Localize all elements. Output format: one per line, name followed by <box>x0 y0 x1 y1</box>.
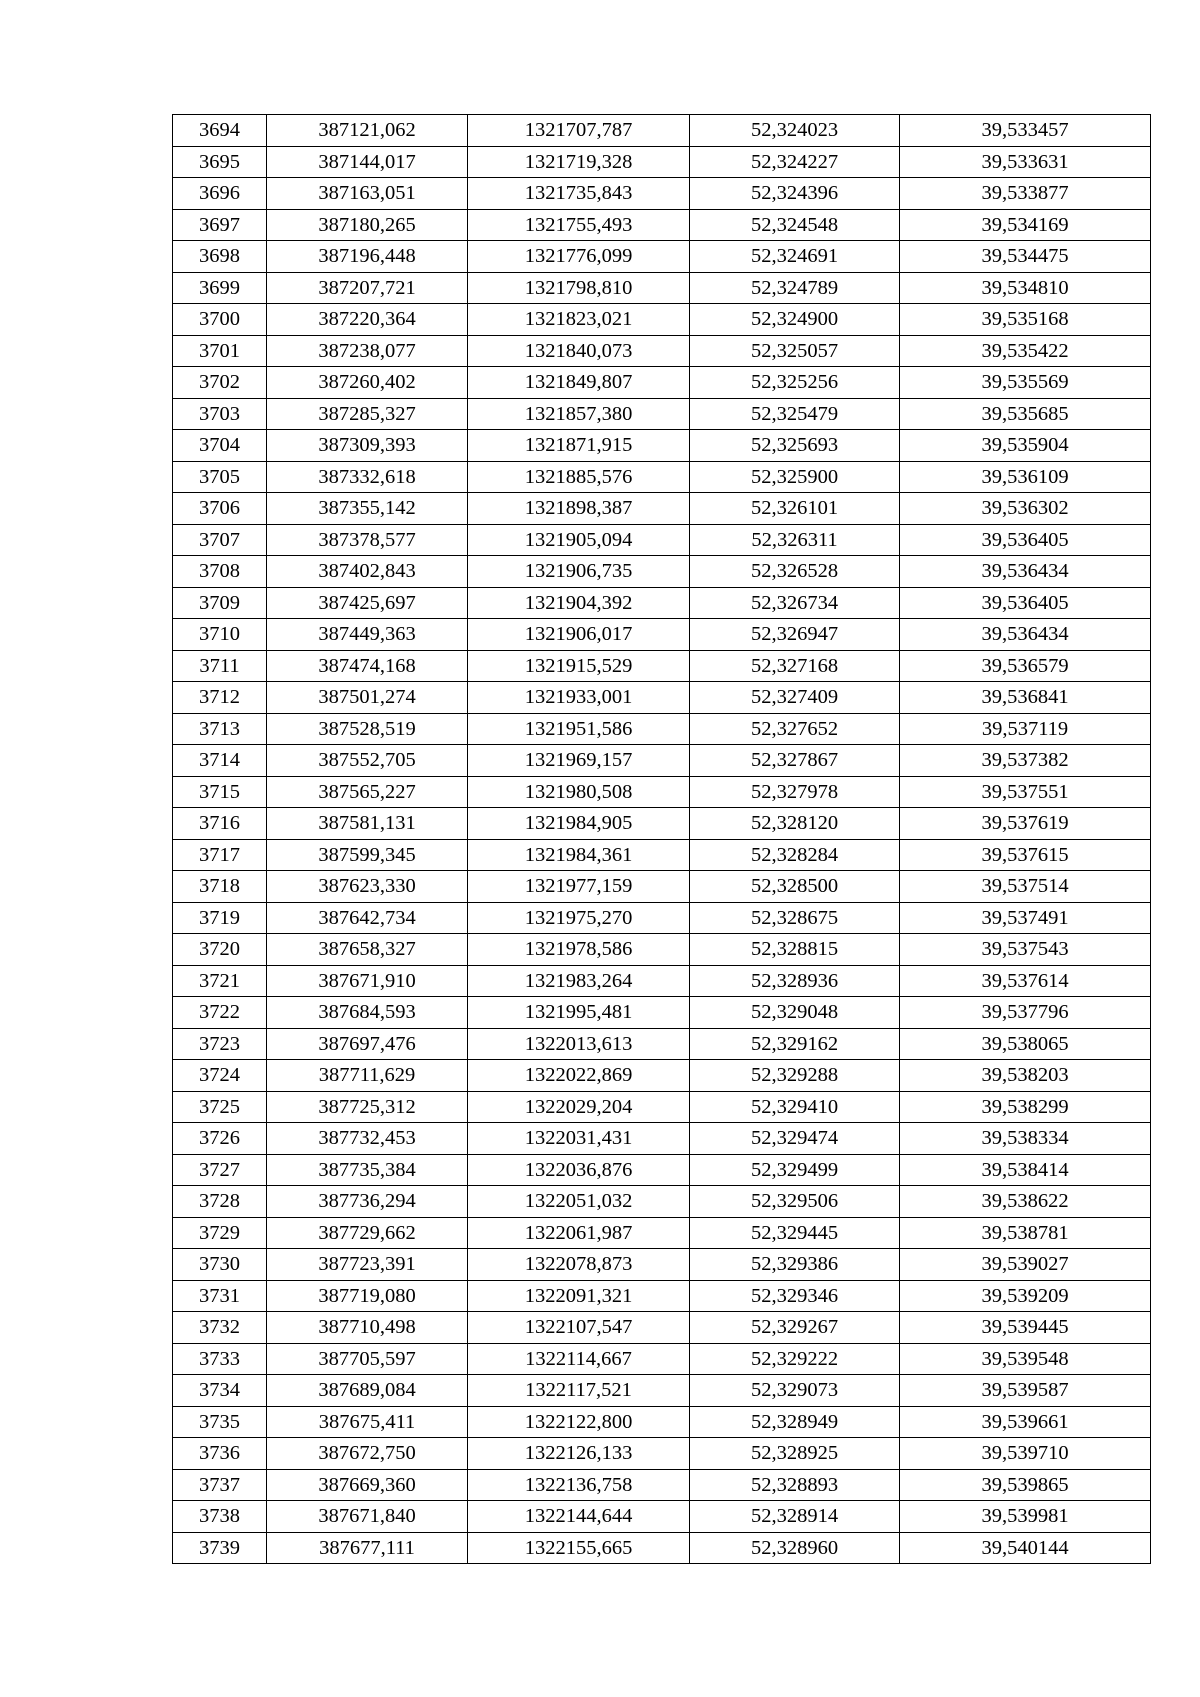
latitude-cell: 52,328675 <box>690 902 900 934</box>
table-row <box>173 493 1151 525</box>
point-number-cell: 3702 <box>173 367 267 399</box>
y-coordinate-cell: 1321906,735 <box>468 556 690 588</box>
latitude-cell: 52,329506 <box>690 1186 900 1218</box>
table-row <box>173 1501 1151 1533</box>
y-coordinate-cell: 1321951,586 <box>468 713 690 745</box>
point-number-cell: 3739 <box>173 1532 267 1564</box>
x-coordinate-cell: 387378,577 <box>267 524 468 556</box>
latitude-cell: 52,328949 <box>690 1406 900 1438</box>
latitude-cell: 52,325479 <box>690 398 900 430</box>
table-row <box>173 997 1151 1029</box>
y-coordinate-cell: 1322022,869 <box>468 1060 690 1092</box>
latitude-cell: 52,329474 <box>690 1123 900 1155</box>
x-coordinate-cell: 387196,448 <box>267 241 468 273</box>
latitude-cell: 52,324023 <box>690 115 900 147</box>
y-coordinate-cell: 1321871,915 <box>468 430 690 462</box>
y-coordinate-cell: 1321977,159 <box>468 871 690 903</box>
x-coordinate-cell: 387501,274 <box>267 682 468 714</box>
point-number-cell: 3699 <box>173 272 267 304</box>
latitude-cell: 52,326101 <box>690 493 900 525</box>
point-number-cell: 3725 <box>173 1091 267 1123</box>
table-row <box>173 902 1151 934</box>
y-coordinate-cell: 1322117,521 <box>468 1375 690 1407</box>
point-number-cell: 3726 <box>173 1123 267 1155</box>
point-number-cell: 3703 <box>173 398 267 430</box>
longitude-cell: 39,539865 <box>900 1469 1151 1501</box>
longitude-cell: 39,536405 <box>900 524 1151 556</box>
longitude-cell: 39,535904 <box>900 430 1151 462</box>
point-number-cell: 3736 <box>173 1438 267 1470</box>
latitude-cell: 52,328893 <box>690 1469 900 1501</box>
y-coordinate-cell: 1322107,547 <box>468 1312 690 1344</box>
longitude-cell: 39,536109 <box>900 461 1151 493</box>
latitude-cell: 52,326947 <box>690 619 900 651</box>
latitude-cell: 52,327978 <box>690 776 900 808</box>
y-coordinate-cell: 1321906,017 <box>468 619 690 651</box>
longitude-cell: 39,539445 <box>900 1312 1151 1344</box>
point-number-cell: 3738 <box>173 1501 267 1533</box>
table-row <box>173 430 1151 462</box>
point-number-cell: 3727 <box>173 1154 267 1186</box>
x-coordinate-cell: 387689,084 <box>267 1375 468 1407</box>
x-coordinate-cell: 387425,697 <box>267 587 468 619</box>
latitude-cell: 52,328815 <box>690 934 900 966</box>
latitude-cell: 52,329267 <box>690 1312 900 1344</box>
table-row <box>173 1091 1151 1123</box>
y-coordinate-cell: 1321980,508 <box>468 776 690 808</box>
y-coordinate-cell: 1322122,800 <box>468 1406 690 1438</box>
y-coordinate-cell: 1321857,380 <box>468 398 690 430</box>
x-coordinate-cell: 387732,453 <box>267 1123 468 1155</box>
longitude-cell: 39,537491 <box>900 902 1151 934</box>
point-number-cell: 3730 <box>173 1249 267 1281</box>
longitude-cell: 39,537543 <box>900 934 1151 966</box>
x-coordinate-cell: 387669,360 <box>267 1469 468 1501</box>
table-row <box>173 1312 1151 1344</box>
point-number-cell: 3721 <box>173 965 267 997</box>
latitude-cell: 52,329073 <box>690 1375 900 1407</box>
y-coordinate-cell: 1321735,843 <box>468 178 690 210</box>
latitude-cell: 52,329162 <box>690 1028 900 1060</box>
point-number-cell: 3711 <box>173 650 267 682</box>
y-coordinate-cell: 1321776,099 <box>468 241 690 273</box>
table-row <box>173 398 1151 430</box>
table-row <box>173 524 1151 556</box>
table-row <box>173 839 1151 871</box>
table-row <box>173 1249 1151 1281</box>
x-coordinate-cell: 387180,265 <box>267 209 468 241</box>
table-row <box>173 587 1151 619</box>
y-coordinate-cell: 1322126,133 <box>468 1438 690 1470</box>
latitude-cell: 52,329346 <box>690 1280 900 1312</box>
table-row <box>173 713 1151 745</box>
latitude-cell: 52,325693 <box>690 430 900 462</box>
y-coordinate-cell: 1322029,204 <box>468 1091 690 1123</box>
x-coordinate-cell: 387675,411 <box>267 1406 468 1438</box>
coordinates-table-body <box>173 115 1151 1564</box>
table-row <box>173 808 1151 840</box>
x-coordinate-cell: 387684,593 <box>267 997 468 1029</box>
latitude-cell: 52,329222 <box>690 1343 900 1375</box>
longitude-cell: 39,536434 <box>900 556 1151 588</box>
x-coordinate-cell: 387238,077 <box>267 335 468 367</box>
x-coordinate-cell: 387642,734 <box>267 902 468 934</box>
table-row <box>173 178 1151 210</box>
point-number-cell: 3724 <box>173 1060 267 1092</box>
table-row <box>173 209 1151 241</box>
point-number-cell: 3697 <box>173 209 267 241</box>
table-row <box>173 1469 1151 1501</box>
longitude-cell: 39,536302 <box>900 493 1151 525</box>
point-number-cell: 3722 <box>173 997 267 1029</box>
table-row <box>173 650 1151 682</box>
point-number-cell: 3696 <box>173 178 267 210</box>
y-coordinate-cell: 1321975,270 <box>468 902 690 934</box>
x-coordinate-cell: 387121,062 <box>267 115 468 147</box>
point-number-cell: 3732 <box>173 1312 267 1344</box>
point-number-cell: 3695 <box>173 146 267 178</box>
latitude-cell: 52,326311 <box>690 524 900 556</box>
x-coordinate-cell: 387658,327 <box>267 934 468 966</box>
y-coordinate-cell: 1321983,264 <box>468 965 690 997</box>
table-row <box>173 776 1151 808</box>
x-coordinate-cell: 387144,017 <box>267 146 468 178</box>
latitude-cell: 52,324548 <box>690 209 900 241</box>
longitude-cell: 39,534169 <box>900 209 1151 241</box>
x-coordinate-cell: 387705,597 <box>267 1343 468 1375</box>
longitude-cell: 39,539587 <box>900 1375 1151 1407</box>
table-row <box>173 1406 1151 1438</box>
y-coordinate-cell: 1321719,328 <box>468 146 690 178</box>
latitude-cell: 52,324789 <box>690 272 900 304</box>
latitude-cell: 52,329445 <box>690 1217 900 1249</box>
latitude-cell: 52,324691 <box>690 241 900 273</box>
y-coordinate-cell: 1321823,021 <box>468 304 690 336</box>
y-coordinate-cell: 1321915,529 <box>468 650 690 682</box>
longitude-cell: 39,535685 <box>900 398 1151 430</box>
latitude-cell: 52,325256 <box>690 367 900 399</box>
table-row <box>173 1532 1151 1564</box>
table-row <box>173 1060 1151 1092</box>
y-coordinate-cell: 1322155,665 <box>468 1532 690 1564</box>
x-coordinate-cell: 387332,618 <box>267 461 468 493</box>
table-row <box>173 745 1151 777</box>
longitude-cell: 39,538781 <box>900 1217 1151 1249</box>
y-coordinate-cell: 1321995,481 <box>468 997 690 1029</box>
y-coordinate-cell: 1322051,032 <box>468 1186 690 1218</box>
point-number-cell: 3718 <box>173 871 267 903</box>
x-coordinate-cell: 387711,629 <box>267 1060 468 1092</box>
longitude-cell: 39,533877 <box>900 178 1151 210</box>
table-row <box>173 965 1151 997</box>
y-coordinate-cell: 1321849,807 <box>468 367 690 399</box>
point-number-cell: 3729 <box>173 1217 267 1249</box>
x-coordinate-cell: 387735,384 <box>267 1154 468 1186</box>
longitude-cell: 39,535168 <box>900 304 1151 336</box>
longitude-cell: 39,535569 <box>900 367 1151 399</box>
longitude-cell: 39,537514 <box>900 871 1151 903</box>
y-coordinate-cell: 1321933,001 <box>468 682 690 714</box>
x-coordinate-cell: 387581,131 <box>267 808 468 840</box>
table-row <box>173 1154 1151 1186</box>
table-row <box>173 1186 1151 1218</box>
longitude-cell: 39,537614 <box>900 965 1151 997</box>
x-coordinate-cell: 387725,312 <box>267 1091 468 1123</box>
point-number-cell: 3723 <box>173 1028 267 1060</box>
y-coordinate-cell: 1322136,758 <box>468 1469 690 1501</box>
longitude-cell: 39,535422 <box>900 335 1151 367</box>
latitude-cell: 52,327168 <box>690 650 900 682</box>
table-row <box>173 461 1151 493</box>
longitude-cell: 39,539981 <box>900 1501 1151 1533</box>
y-coordinate-cell: 1322078,873 <box>468 1249 690 1281</box>
longitude-cell: 39,538414 <box>900 1154 1151 1186</box>
x-coordinate-cell: 387402,843 <box>267 556 468 588</box>
table-row <box>173 1438 1151 1470</box>
y-coordinate-cell: 1322061,987 <box>468 1217 690 1249</box>
longitude-cell: 39,537619 <box>900 808 1151 840</box>
y-coordinate-cell: 1321978,586 <box>468 934 690 966</box>
longitude-cell: 39,540144 <box>900 1532 1151 1564</box>
x-coordinate-cell: 387163,051 <box>267 178 468 210</box>
x-coordinate-cell: 387697,476 <box>267 1028 468 1060</box>
x-coordinate-cell: 387220,364 <box>267 304 468 336</box>
longitude-cell: 39,539209 <box>900 1280 1151 1312</box>
table-row <box>173 1280 1151 1312</box>
longitude-cell: 39,536841 <box>900 682 1151 714</box>
y-coordinate-cell: 1321904,392 <box>468 587 690 619</box>
x-coordinate-cell: 387309,393 <box>267 430 468 462</box>
point-number-cell: 3705 <box>173 461 267 493</box>
point-number-cell: 3707 <box>173 524 267 556</box>
longitude-cell: 39,538065 <box>900 1028 1151 1060</box>
point-number-cell: 3733 <box>173 1343 267 1375</box>
longitude-cell: 39,537382 <box>900 745 1151 777</box>
y-coordinate-cell: 1322013,613 <box>468 1028 690 1060</box>
y-coordinate-cell: 1321969,157 <box>468 745 690 777</box>
longitude-cell: 39,537551 <box>900 776 1151 808</box>
x-coordinate-cell: 387729,662 <box>267 1217 468 1249</box>
table-row <box>173 871 1151 903</box>
table-row <box>173 1028 1151 1060</box>
x-coordinate-cell: 387449,363 <box>267 619 468 651</box>
x-coordinate-cell: 387710,498 <box>267 1312 468 1344</box>
table-row <box>173 115 1151 147</box>
x-coordinate-cell: 387677,111 <box>267 1532 468 1564</box>
latitude-cell: 52,328284 <box>690 839 900 871</box>
y-coordinate-cell: 1322036,876 <box>468 1154 690 1186</box>
x-coordinate-cell: 387207,721 <box>267 272 468 304</box>
y-coordinate-cell: 1321755,493 <box>468 209 690 241</box>
point-number-cell: 3700 <box>173 304 267 336</box>
latitude-cell: 52,329410 <box>690 1091 900 1123</box>
x-coordinate-cell: 387528,519 <box>267 713 468 745</box>
longitude-cell: 39,536579 <box>900 650 1151 682</box>
point-number-cell: 3735 <box>173 1406 267 1438</box>
longitude-cell: 39,534475 <box>900 241 1151 273</box>
table-row <box>173 146 1151 178</box>
y-coordinate-cell: 1321898,387 <box>468 493 690 525</box>
longitude-cell: 39,539661 <box>900 1406 1151 1438</box>
longitude-cell: 39,534810 <box>900 272 1151 304</box>
longitude-cell: 39,538622 <box>900 1186 1151 1218</box>
x-coordinate-cell: 387552,705 <box>267 745 468 777</box>
point-number-cell: 3713 <box>173 713 267 745</box>
latitude-cell: 52,325057 <box>690 335 900 367</box>
point-number-cell: 3709 <box>173 587 267 619</box>
latitude-cell: 52,328960 <box>690 1532 900 1564</box>
y-coordinate-cell: 1322114,667 <box>468 1343 690 1375</box>
point-number-cell: 3714 <box>173 745 267 777</box>
latitude-cell: 52,324227 <box>690 146 900 178</box>
table-row <box>173 335 1151 367</box>
x-coordinate-cell: 387671,910 <box>267 965 468 997</box>
table-row <box>173 934 1151 966</box>
table-row <box>173 367 1151 399</box>
point-number-cell: 3698 <box>173 241 267 273</box>
latitude-cell: 52,327652 <box>690 713 900 745</box>
table-row <box>173 682 1151 714</box>
x-coordinate-cell: 387260,402 <box>267 367 468 399</box>
longitude-cell: 39,539548 <box>900 1343 1151 1375</box>
point-number-cell: 3701 <box>173 335 267 367</box>
point-number-cell: 3720 <box>173 934 267 966</box>
table-row <box>173 1375 1151 1407</box>
y-coordinate-cell: 1321840,073 <box>468 335 690 367</box>
latitude-cell: 52,328936 <box>690 965 900 997</box>
latitude-cell: 52,328925 <box>690 1438 900 1470</box>
y-coordinate-cell: 1322031,431 <box>468 1123 690 1155</box>
latitude-cell: 52,328914 <box>690 1501 900 1533</box>
longitude-cell: 39,533457 <box>900 115 1151 147</box>
point-number-cell: 3737 <box>173 1469 267 1501</box>
x-coordinate-cell: 387671,840 <box>267 1501 468 1533</box>
longitude-cell: 39,533631 <box>900 146 1151 178</box>
point-number-cell: 3706 <box>173 493 267 525</box>
point-number-cell: 3731 <box>173 1280 267 1312</box>
point-number-cell: 3708 <box>173 556 267 588</box>
y-coordinate-cell: 1322144,644 <box>468 1501 690 1533</box>
latitude-cell: 52,329048 <box>690 997 900 1029</box>
latitude-cell: 52,328500 <box>690 871 900 903</box>
y-coordinate-cell: 1321798,810 <box>468 272 690 304</box>
table-row <box>173 1217 1151 1249</box>
latitude-cell: 52,324396 <box>690 178 900 210</box>
x-coordinate-cell: 387672,750 <box>267 1438 468 1470</box>
x-coordinate-cell: 387723,391 <box>267 1249 468 1281</box>
coordinates-table <box>172 114 1151 1564</box>
y-coordinate-cell: 1321984,361 <box>468 839 690 871</box>
latitude-cell: 52,324900 <box>690 304 900 336</box>
point-number-cell: 3715 <box>173 776 267 808</box>
latitude-cell: 52,326734 <box>690 587 900 619</box>
longitude-cell: 39,538299 <box>900 1091 1151 1123</box>
point-number-cell: 3694 <box>173 115 267 147</box>
x-coordinate-cell: 387474,168 <box>267 650 468 682</box>
table-row <box>173 556 1151 588</box>
latitude-cell: 52,329288 <box>690 1060 900 1092</box>
longitude-cell: 39,538334 <box>900 1123 1151 1155</box>
longitude-cell: 39,539710 <box>900 1438 1151 1470</box>
longitude-cell: 39,537796 <box>900 997 1151 1029</box>
table-row <box>173 619 1151 651</box>
point-number-cell: 3710 <box>173 619 267 651</box>
longitude-cell: 39,539027 <box>900 1249 1151 1281</box>
latitude-cell: 52,326528 <box>690 556 900 588</box>
latitude-cell: 52,327867 <box>690 745 900 777</box>
y-coordinate-cell: 1321984,905 <box>468 808 690 840</box>
point-number-cell: 3704 <box>173 430 267 462</box>
table-row <box>173 1123 1151 1155</box>
longitude-cell: 39,537119 <box>900 713 1151 745</box>
point-number-cell: 3712 <box>173 682 267 714</box>
point-number-cell: 3716 <box>173 808 267 840</box>
y-coordinate-cell: 1321885,576 <box>468 461 690 493</box>
x-coordinate-cell: 387599,345 <box>267 839 468 871</box>
longitude-cell: 39,538203 <box>900 1060 1151 1092</box>
latitude-cell: 52,328120 <box>690 808 900 840</box>
longitude-cell: 39,536405 <box>900 587 1151 619</box>
point-number-cell: 3717 <box>173 839 267 871</box>
x-coordinate-cell: 387623,330 <box>267 871 468 903</box>
table-row <box>173 241 1151 273</box>
x-coordinate-cell: 387285,327 <box>267 398 468 430</box>
x-coordinate-cell: 387355,142 <box>267 493 468 525</box>
table-row <box>173 272 1151 304</box>
latitude-cell: 52,329499 <box>690 1154 900 1186</box>
x-coordinate-cell: 387719,080 <box>267 1280 468 1312</box>
x-coordinate-cell: 387565,227 <box>267 776 468 808</box>
table-row <box>173 1343 1151 1375</box>
x-coordinate-cell: 387736,294 <box>267 1186 468 1218</box>
y-coordinate-cell: 1322091,321 <box>468 1280 690 1312</box>
y-coordinate-cell: 1321905,094 <box>468 524 690 556</box>
point-number-cell: 3734 <box>173 1375 267 1407</box>
longitude-cell: 39,537615 <box>900 839 1151 871</box>
y-coordinate-cell: 1321707,787 <box>468 115 690 147</box>
longitude-cell: 39,536434 <box>900 619 1151 651</box>
point-number-cell: 3728 <box>173 1186 267 1218</box>
point-number-cell: 3719 <box>173 902 267 934</box>
table-row <box>173 304 1151 336</box>
latitude-cell: 52,327409 <box>690 682 900 714</box>
latitude-cell: 52,329386 <box>690 1249 900 1281</box>
latitude-cell: 52,325900 <box>690 461 900 493</box>
